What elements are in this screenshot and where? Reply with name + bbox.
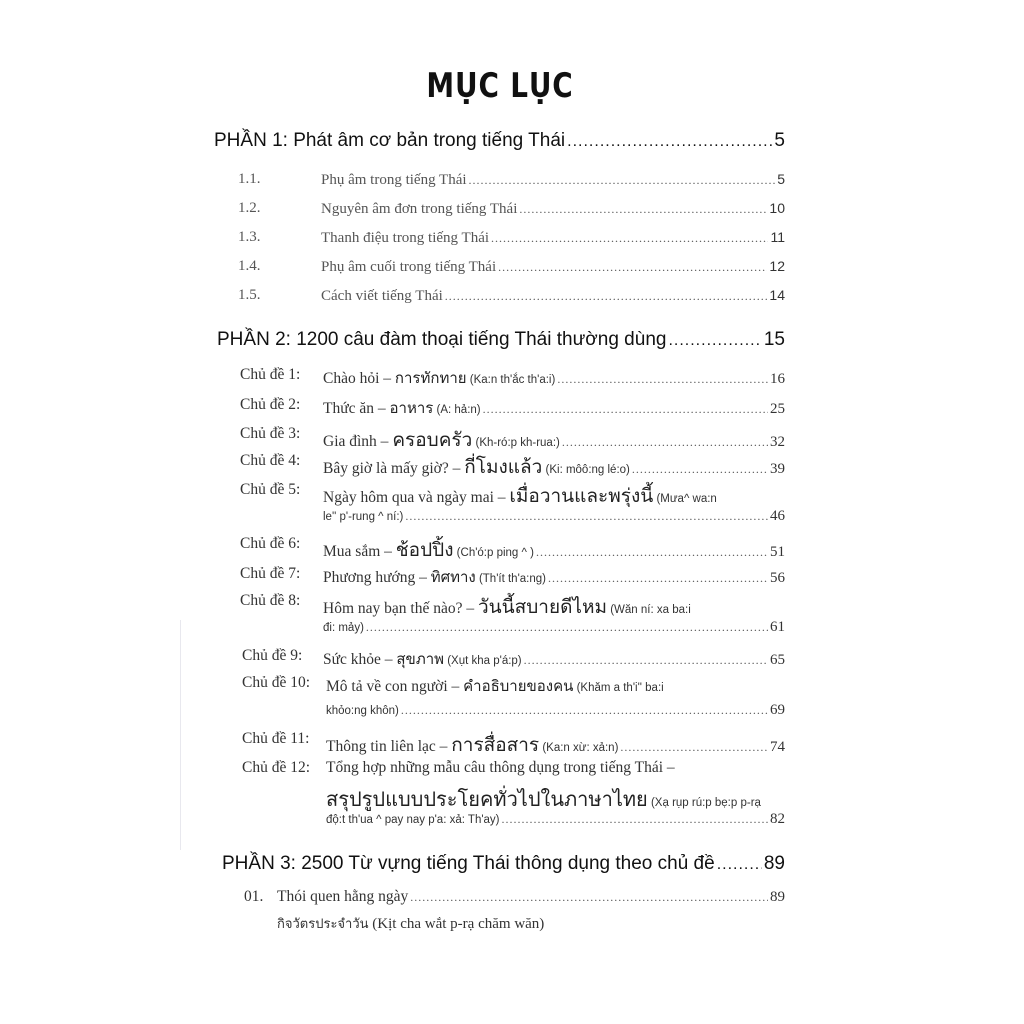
part-label: PHẦN 2: 1200 câu đàm thoại tiếng Thái thường dùng: [217, 329, 667, 350]
part-label: PHẦN 3: 2500 Từ vựng tiếng Thái thông dụng theo chủ đề: [222, 853, 715, 874]
dot-leader: [405, 509, 768, 524]
topic-label: Bây giờ là mấy giờ? – กี่โมงแล้ว (Ki: môô:ng lé:o): [323, 456, 630, 478]
topic-label: Hôm nay bạn thế nào? – วันนี้สบายดีไหม (Wăn ní: xa ba:i: [323, 596, 691, 618]
page-number: 39: [770, 461, 785, 477]
section-number: 1.2.: [238, 200, 261, 216]
dot-leader: [491, 231, 768, 246]
topic-label: Thức ăn – อาหาร (A: hả:n): [323, 399, 481, 417]
topic-number: Chủ đề 8:: [240, 592, 301, 609]
toc-topic-12-cont[interactable]: [0, 811, 1024, 828]
toc-topic-1[interactable]: [0, 366, 1024, 390]
topic-number: Chủ đề 4:: [240, 452, 301, 469]
dot-leader: [668, 332, 761, 350]
topic-label: Sức khỏe – สุขภาพ (Xụt kha p'á:p): [323, 650, 522, 668]
page-number: 89: [770, 889, 785, 905]
toc-part-1[interactable]: [0, 130, 1024, 152]
page-number: 14: [769, 287, 785, 303]
dot-leader: [366, 620, 768, 635]
toc-part-3[interactable]: [0, 853, 1024, 875]
page-number: 69: [770, 702, 785, 718]
toc-topic-4[interactable]: [0, 452, 1024, 482]
section-label: Phụ âm trong tiếng Thái: [321, 172, 467, 188]
topic-label: Chào hỏi – การทักทาย (Ka:n th'ắc th'a:i): [323, 369, 556, 387]
dot-leader: [524, 653, 768, 668]
dot-leader: [445, 289, 768, 304]
topic-number: Chủ đề 6:: [240, 535, 301, 552]
dot-leader: [410, 890, 768, 905]
section-label: Cách viết tiếng Thái: [321, 288, 443, 304]
dot-leader: [536, 545, 768, 560]
toc-topic-2[interactable]: [0, 396, 1024, 420]
page-number: 65: [770, 652, 785, 668]
toc-topic-11[interactable]: [0, 730, 1024, 760]
topic-number: Chủ đề 9:: [242, 647, 303, 664]
toc-topic-9[interactable]: [0, 647, 1024, 671]
topic-label-continued: khỏo:ng khôn): [326, 705, 399, 717]
dot-leader: [557, 372, 768, 387]
topic-label: Gia đình – ครอบครัว (Kh-ró:p kh-rua:): [323, 429, 560, 451]
topic-number: Chủ đề 1:: [240, 366, 301, 383]
page-number: 46: [770, 508, 785, 524]
topic-label: Thông tin liên lạc – การสื่อสาร (Ka:n xừ: xả:n): [326, 734, 619, 756]
toc-topic-8-cont[interactable]: [0, 619, 1024, 636]
page-number: 15: [763, 329, 785, 350]
dot-leader: [567, 133, 772, 151]
page-number: 32: [770, 434, 785, 450]
dot-leader: [519, 202, 767, 217]
dot-leader: [548, 571, 768, 586]
toc-section-1-3[interactable]: [0, 229, 1024, 247]
dot-leader: [717, 856, 762, 874]
topic-number: Chủ đề 11:: [242, 730, 310, 747]
dot-leader: [483, 402, 768, 417]
toc-topic-8[interactable]: [0, 592, 1024, 622]
topic-label: Mua sắm – ช้อปปิ้ง (Ch'ó:p ping ^ ): [323, 539, 534, 561]
page-number: 56: [770, 570, 785, 586]
vocab-label: Thói quen hằng ngày: [277, 888, 409, 905]
dot-leader: [632, 462, 768, 477]
page-number: 16: [770, 371, 785, 387]
vocab-thai-label: กิจวัตรประจำวัน (Kịt cha wắt p-rạ chăm wăn): [277, 916, 545, 932]
page-title: MỤC LỤC: [426, 66, 574, 106]
vocab-number: 01.: [244, 888, 264, 905]
topic-number: Chủ đề 7:: [240, 565, 301, 582]
section-label: Thanh điệu trong tiếng Thái: [321, 230, 490, 246]
section-number: 1.1.: [238, 171, 261, 187]
toc-section-1-2[interactable]: [0, 200, 1024, 218]
dot-leader: [469, 173, 776, 188]
topic-label-continued: le'' p'-rung ^ ní:): [323, 511, 404, 523]
section-number: 1.5.: [238, 287, 261, 303]
page-number: 89: [763, 853, 785, 874]
section-number: 1.3.: [238, 229, 261, 245]
page-number: 74: [770, 739, 785, 755]
topic-label: Mô tả về con người – คำอธิบายของคน (Khăm a th'i'' ba:i: [326, 677, 664, 695]
topic-number: Chủ đề 3:: [240, 425, 301, 442]
dot-leader: [620, 740, 768, 755]
dot-leader: [498, 260, 767, 275]
section-label: Phụ âm cuối trong tiếng Thái: [321, 259, 497, 275]
dot-leader: [502, 812, 768, 827]
topic-label: Phương hướng – ทิศทาง (Th'ít th'a:ng): [323, 568, 546, 586]
section-label: Nguyên âm đơn trong tiếng Thái: [321, 201, 518, 217]
topic-label: Ngày hôm qua và ngày mai – เมื่อวานและพรุ่งนี้ (Mưa^ wa:n: [323, 485, 717, 507]
toc-topic-5-cont[interactable]: [0, 508, 1024, 525]
dot-leader: [401, 703, 768, 718]
page-number: 51: [770, 544, 785, 560]
toc-vocab-01[interactable]: [0, 888, 1024, 906]
page-number: 5: [777, 171, 785, 187]
page-number: 25: [770, 401, 785, 417]
topic-number: Chủ đề 5:: [240, 481, 301, 498]
topic-label: Tổng hợp những mẫu câu thông dụng trong tiếng Thái –: [326, 759, 675, 776]
topic-label-continued: đi: mảy): [323, 622, 364, 634]
page-number: 12: [769, 258, 785, 274]
toc-topic-6[interactable]: [0, 535, 1024, 565]
toc-topic-10-cont[interactable]: [0, 702, 1024, 719]
toc-section-1-4[interactable]: [0, 258, 1024, 276]
dot-leader: [562, 435, 768, 450]
toc-topic-7[interactable]: [0, 565, 1024, 589]
toc-section-1-5[interactable]: [0, 287, 1024, 305]
toc-topic-3[interactable]: [0, 425, 1024, 455]
page-number: 61: [770, 619, 785, 635]
section-number: 1.4.: [238, 258, 261, 274]
topic-number: Chủ đề 10:: [242, 674, 311, 691]
part-label: PHẦN 1: Phát âm cơ bản trong tiếng Thái: [214, 130, 566, 151]
topic-number: Chủ đề 12:: [242, 759, 311, 776]
topic-label-continued: độ:t th'ua ^ pay nay p'a: xả: Th'ay): [326, 814, 500, 826]
toc-part-2[interactable]: [0, 329, 1024, 351]
toc-section-1-1[interactable]: [0, 171, 1024, 189]
topic-number: Chủ đề 2:: [240, 396, 301, 413]
page-number: 5: [774, 130, 785, 151]
page-number: 82: [770, 811, 785, 827]
topic-label-thai: สรุปรูปแบบประโยคทั่วไปในภาษาไทย (Xạ rụp rú:p bẹ:p p-rạ: [326, 787, 761, 811]
page-number: 11: [770, 229, 785, 245]
page-number: 10: [769, 200, 785, 216]
toc-topic-10[interactable]: [0, 674, 1024, 698]
toc-topic-5[interactable]: [0, 481, 1024, 511]
toc-topic-12[interactable]: [0, 759, 1024, 777]
